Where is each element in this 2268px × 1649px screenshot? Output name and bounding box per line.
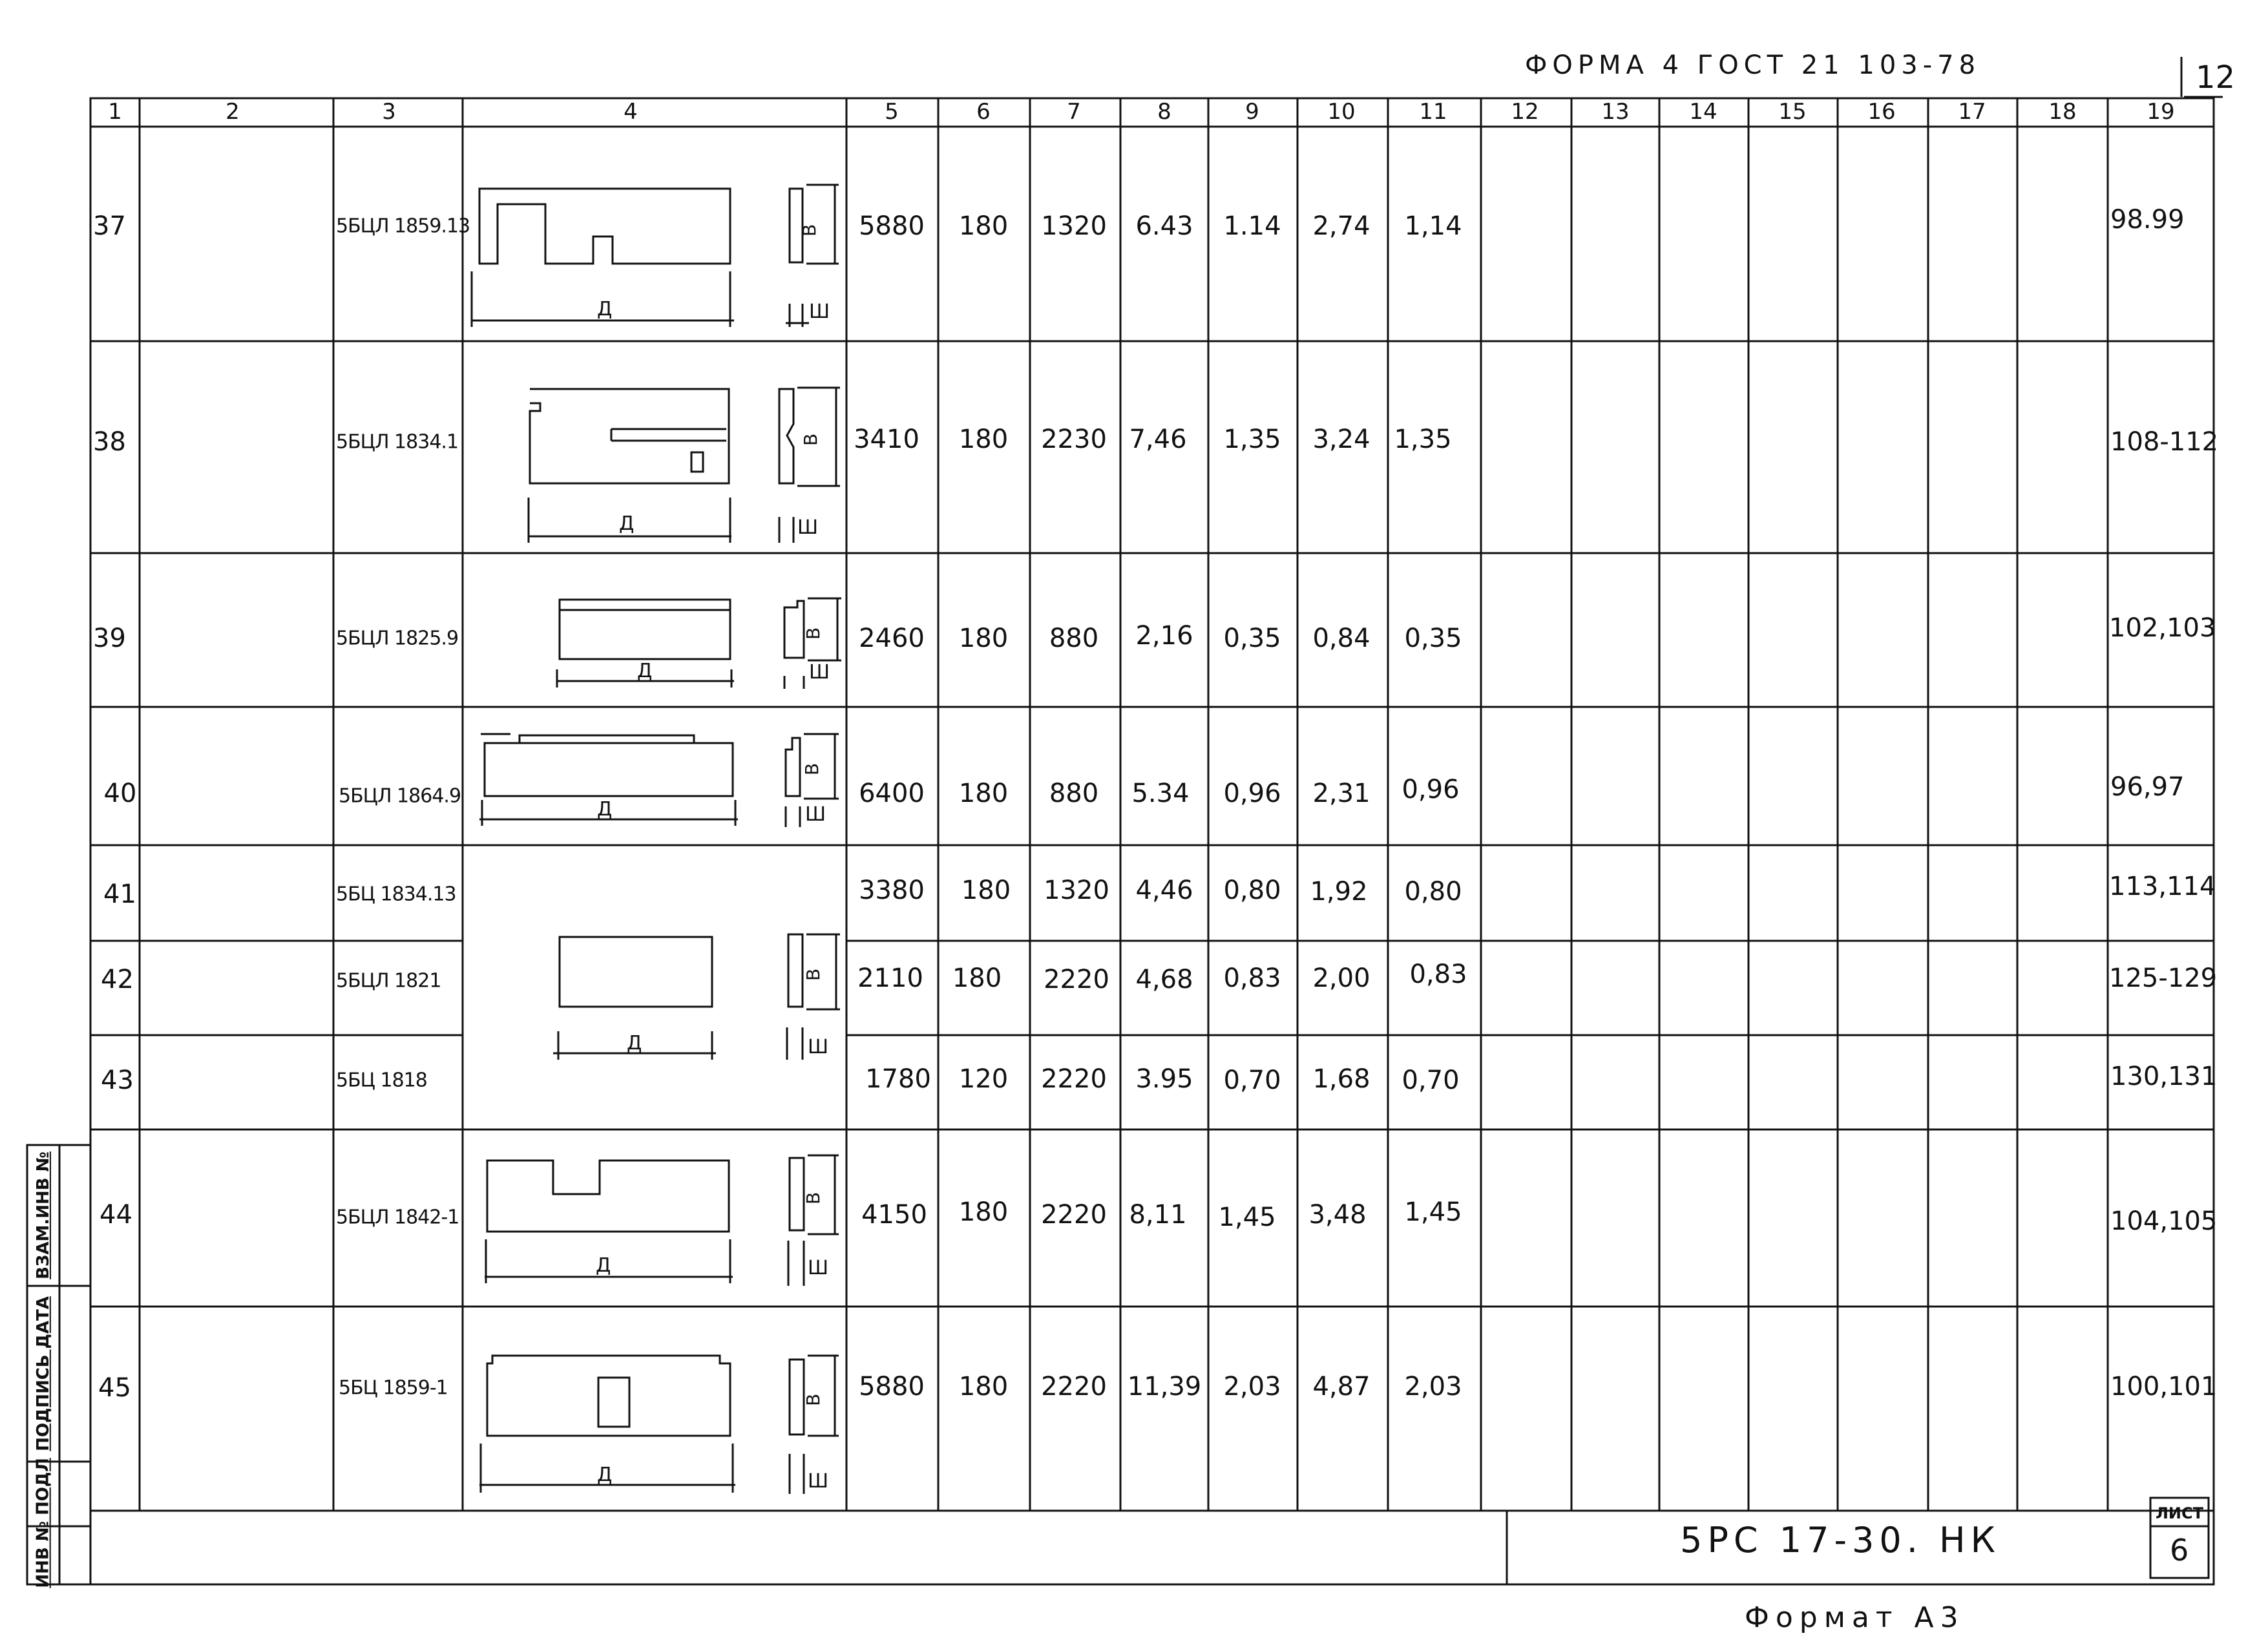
col-header-9: 9 [1245, 99, 1259, 125]
row-41-c8: 4,46 [1135, 876, 1193, 905]
col-header-4: 4 [624, 99, 638, 125]
row-42-c9: 0,83 [1223, 963, 1281, 993]
row-41-c11: 0,80 [1404, 877, 1462, 907]
row-38-num: 38 [93, 427, 126, 457]
dim-width-44: Ш [808, 1257, 829, 1279]
sketch-row-45 [479, 1356, 839, 1494]
sketch-row-40 [479, 734, 839, 827]
col-header-15: 15 [1778, 99, 1807, 125]
sidebar-signature-date: ПОДПИСЬ ДАТА [34, 1296, 53, 1451]
row-43-c5: 1780 [865, 1064, 931, 1094]
row-44-num: 44 [100, 1200, 132, 1230]
row-38-c10: 3,24 [1312, 425, 1370, 454]
row-37-num: 37 [93, 211, 126, 241]
row-42-mark: 5БЦЛ 1821 [336, 969, 441, 993]
row-43-c6: 120 [958, 1064, 1009, 1094]
col-header-8: 8 [1157, 99, 1171, 125]
dim-height-37: В [799, 224, 820, 236]
row-41-c7: 1320 [1044, 876, 1109, 905]
dim-height-39: В [803, 627, 824, 640]
dim-width-38: Ш [797, 516, 819, 539]
outer-frame [90, 98, 2214, 1584]
dim-length-40: Д [597, 798, 613, 821]
dim-height-40: В [801, 762, 823, 775]
row-42-c11: 0,83 [1409, 960, 1467, 989]
row-39-c11: 0,35 [1404, 624, 1462, 653]
col-header-11: 11 [1419, 99, 1447, 125]
dim-height-38: В [800, 433, 821, 446]
row-39-c7: 880 [1049, 624, 1099, 653]
row-37-c6: 180 [958, 211, 1009, 241]
row-40-c7: 880 [1049, 779, 1099, 808]
row-44-c7: 2220 [1041, 1200, 1107, 1230]
row-40-mark: 5БЦЛ 1864.9 [339, 784, 461, 808]
dim-length-38: Д [619, 512, 635, 535]
dim-length-41-43: Д [627, 1032, 642, 1055]
col-header-1: 1 [108, 99, 122, 125]
row-39-c5: 2460 [859, 624, 925, 653]
form-header: ФОРМА 4 ГОСТ 21 103-78 [1525, 50, 1981, 80]
row-41-c10: 1,92 [1310, 877, 1368, 907]
sketch-rows-41-43 [553, 934, 840, 1060]
row-43-c8: 3.95 [1135, 1064, 1193, 1094]
row-42-c8: 4,68 [1135, 965, 1193, 994]
dim-width-41-43: Ш [808, 1036, 829, 1058]
col-header-17: 17 [1958, 99, 1986, 125]
row-44-c19: 104,105 [2110, 1206, 2218, 1236]
row-40-c11: 0,96 [1402, 775, 1460, 804]
dim-length-44: Д [596, 1254, 611, 1277]
col-header-18: 18 [2048, 99, 2077, 125]
format-label: Формат А3 [1745, 1601, 1965, 1634]
row-37-mark: 5БЦЛ 1859.13 [336, 215, 470, 238]
col-header-16: 16 [1867, 99, 1896, 125]
row-42-num: 42 [101, 965, 134, 994]
row-42-c19: 125-129 [2109, 963, 2218, 993]
row-38-c9: 1,35 [1223, 425, 1281, 454]
row-37-c11: 1,14 [1404, 211, 1462, 241]
sketch-row-44 [485, 1155, 839, 1286]
dim-width-40: Ш [805, 803, 826, 826]
col-header-2: 2 [226, 99, 240, 125]
dim-length-45: Д [597, 1464, 613, 1486]
col-header-13: 13 [1601, 99, 1630, 125]
sidebar-vzam-inv: ВЗАМ.ИНВ № [34, 1151, 53, 1279]
dim-height-44: В [803, 1192, 824, 1204]
row-44-c9: 1,45 [1218, 1203, 1276, 1232]
row-41-c6: 180 [961, 876, 1011, 905]
row-37-c5: 5880 [859, 211, 925, 241]
row-44-c6: 180 [958, 1197, 1009, 1227]
dim-length-39: Д [637, 660, 653, 682]
row-38-c6: 180 [958, 425, 1009, 454]
row-40-c5: 6400 [859, 779, 925, 808]
row-41-c19: 113,114 [2109, 872, 2216, 901]
row-39-mark: 5БЦЛ 1825.9 [336, 627, 459, 650]
row-42-c10: 2,00 [1312, 963, 1370, 993]
sketch-row-39 [557, 598, 841, 689]
row-40-c8: 5.34 [1131, 779, 1190, 808]
row-45-c8: 11,39 [1127, 1372, 1202, 1402]
document-code: 5РС 17-30. НК [1680, 1520, 2000, 1560]
row-45-c11: 2,03 [1404, 1372, 1462, 1402]
row-41-num: 41 [103, 879, 136, 909]
col-header-12: 12 [1511, 99, 1539, 125]
row-43-num: 43 [101, 1066, 134, 1095]
row-44-c11: 1,45 [1404, 1197, 1462, 1227]
row-38-c5: 3410 [854, 425, 919, 454]
row-44-c8: 8,11 [1129, 1200, 1187, 1230]
row-37-c8: 6.43 [1135, 211, 1193, 241]
row-40-c19: 96,97 [2110, 772, 2185, 802]
row-45-c6: 180 [958, 1372, 1009, 1402]
col-header-19: 19 [2147, 99, 2175, 125]
col-header-7: 7 [1067, 99, 1081, 125]
row-37-c7: 1320 [1041, 211, 1107, 241]
row-38-mark: 5БЦЛ 1834.1 [336, 430, 459, 454]
dim-width-37: Ш [809, 300, 830, 323]
row-37-c10: 2,74 [1312, 211, 1370, 241]
row-43-c7: 2220 [1041, 1064, 1107, 1094]
row-42-c7: 2220 [1044, 965, 1109, 994]
row-43-mark: 5БЦ 1818 [336, 1069, 427, 1092]
row-38-c19: 108-112 [2110, 427, 2219, 457]
row-37-c9: 1.14 [1223, 211, 1281, 241]
row-41-c9: 0,80 [1223, 876, 1281, 905]
dim-width-39: Ш [809, 661, 830, 684]
row-39-c8: 2,16 [1135, 621, 1193, 651]
row-43-c19: 130,131 [2110, 1062, 2218, 1091]
row-44-c5: 4150 [861, 1200, 927, 1230]
row-45-c10: 4,87 [1312, 1372, 1370, 1402]
row-43-c11: 0,70 [1402, 1066, 1460, 1095]
row-39-c6: 180 [958, 624, 1009, 653]
dim-height-41-43: В [803, 968, 824, 981]
row-40-c10: 2,31 [1312, 779, 1370, 808]
dim-length-37: Д [597, 298, 613, 320]
row-45-c9: 2,03 [1223, 1372, 1281, 1402]
row-41-mark: 5БЦ 1834.13 [336, 883, 456, 906]
row-44-c10: 3,48 [1308, 1200, 1367, 1230]
row-39-num: 39 [93, 624, 126, 653]
row-44-mark: 5БЦЛ 1842-1 [336, 1206, 459, 1229]
row-41-c5: 3380 [859, 876, 925, 905]
dim-height-45: В [803, 1393, 824, 1406]
sketch-row-37 [472, 185, 839, 327]
col-header-10: 10 [1327, 99, 1356, 125]
row-43-c9: 0,70 [1223, 1066, 1281, 1095]
row-45-num: 45 [98, 1373, 131, 1403]
col-header-14: 14 [1689, 99, 1717, 125]
col-header-5: 5 [885, 99, 899, 125]
sheet-label: ЛИСТ [2156, 1504, 2204, 1522]
row-40-num: 40 [103, 779, 137, 808]
row-43-c10: 1,68 [1312, 1064, 1370, 1094]
row-37-c19: 98.99 [2110, 205, 2185, 235]
row-45-c7: 2220 [1041, 1372, 1107, 1402]
row-42-c5: 2110 [857, 963, 923, 993]
sketch-row-38 [529, 388, 840, 543]
row-38-c7: 2230 [1041, 425, 1107, 454]
row-45-c19: 100,101 [2110, 1372, 2218, 1402]
row-38-c11: 1,35 [1394, 425, 1452, 454]
row-39-c19: 102,103 [2109, 613, 2216, 643]
table-grid [27, 57, 2223, 1588]
row-42-c6: 180 [952, 963, 1002, 993]
sheet-number: 6 [2170, 1533, 2189, 1568]
col-header-3: 3 [382, 99, 396, 125]
row-40-c6: 180 [958, 779, 1009, 808]
col-header-6: 6 [976, 99, 991, 125]
row-45-mark: 5БЦ 1859-1 [339, 1376, 448, 1400]
row-39-c10: 0,84 [1312, 624, 1370, 653]
row-38-c8: 7,46 [1129, 425, 1187, 454]
row-39-c9: 0,35 [1223, 624, 1281, 653]
sheet-number-top: 12 [2196, 59, 2236, 96]
dim-width-45: Ш [808, 1470, 829, 1493]
sidebar-inv-podl: ИНВ № ПОДЛ [34, 1458, 53, 1588]
row-40-c9: 0,96 [1223, 779, 1281, 808]
row-45-c5: 5880 [859, 1372, 925, 1402]
